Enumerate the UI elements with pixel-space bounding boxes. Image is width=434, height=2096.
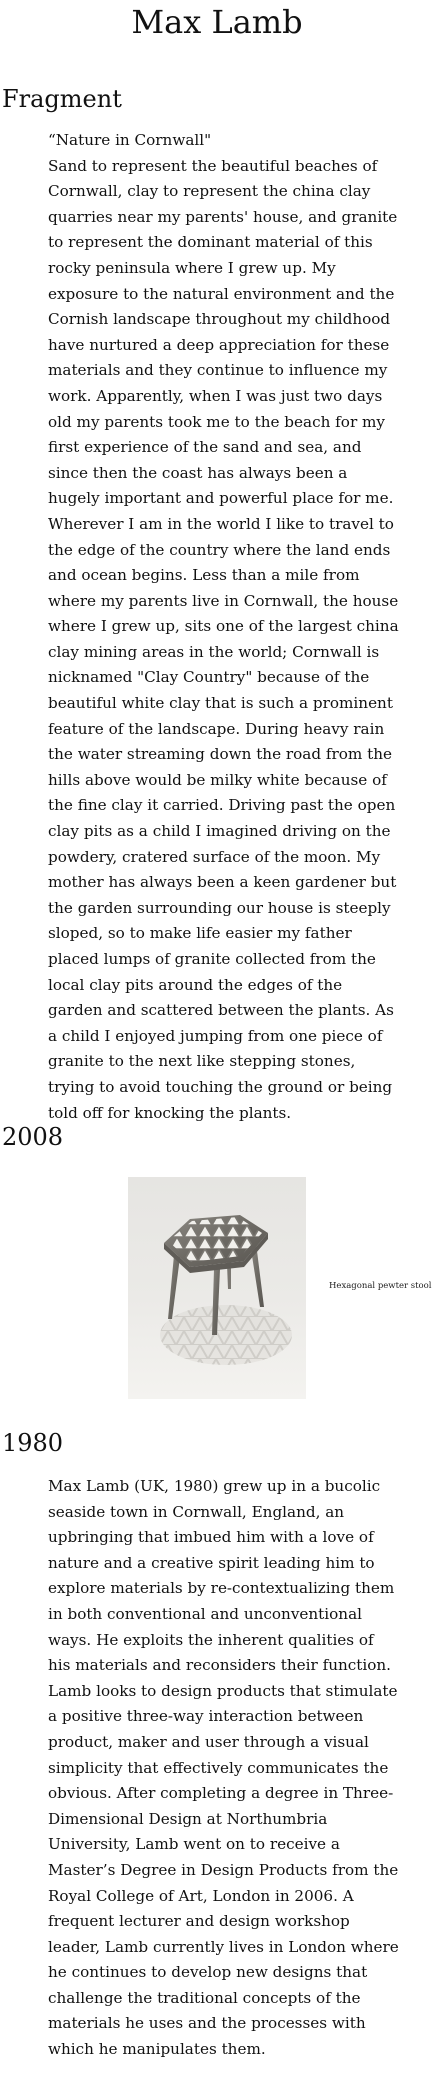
hexagonal-stool-photo-icon bbox=[128, 1177, 306, 1399]
page-title: Max Lamb bbox=[131, 3, 303, 41]
fragment-text-block bbox=[48, 128, 400, 1126]
biography-text-block bbox=[48, 1474, 400, 2063]
section-heading-2008: 2008 bbox=[2, 1123, 64, 1151]
fragment-quote-title: “Nature in Cornwall" bbox=[48, 131, 212, 149]
section-heading-1980: 1980 bbox=[2, 1429, 64, 1457]
image-caption: Hexagonal pewter stool bbox=[329, 1281, 432, 1291]
fragment-paragraph: Sand to represent the beautiful beaches of Cornwall, clay to represent the china clay quarries near my parents' house, and granite to represent the dominant material of this rocky peninsula where I grew up. My exposure to the natural environment and the Cornish landscape throughout my childhood have nurtured a deep appreciation for these materials and they continue to influence my work. Apparently, when I was just two days old my parents took me to the beach for my first experience of the sand and sea, and since then the coast has always been a hugely important and powerful place for me. Wherever I am in the world I like to travel to the edge of the country where the land ends and ocean begins. Less than a mile from where my parents live in Cornwall, the house where I grew up, sits one of the largest china clay mining areas in the world; Cornwall is nicknamed "Clay Country" because of the beautiful white clay that is such a prominent feature of the landscape. During heavy rain the water streaming down the road from the hills above would be milky white because of the fine clay it carried. Driving past the open clay pits as a child I imagined driving on the powdery, cratered surface of the moon. My mother has always been a keen gardener but the garden surrounding our house is steeply sloped, so to make life easier my father placed lumps of granite collected from the local clay pits around the edges of the garden and scattered between the plants. As a child I enjoyed jumping from one piece of granite to the next like stepping stones, trying to avoid touching the ground or being told off for knocking the plants. bbox=[48, 156, 399, 1122]
hexagonal-stool-image bbox=[128, 1177, 306, 1399]
biography-paragraph: Max Lamb (UK, 1980) grew up in a bucolic seaside town in Cornwall, England, an upbringing that imbued him with a love of nature and a creative spirit leading him to explore materials by re-contextualizing them in both conventional and unconventional ways. He exploits the inherent qualities of his materials and reconsiders their function. Lamb looks to design products that stimulate a positive three-way interaction between product, maker and user through a visual simplicity that effectively communicates the obvious. After completing a degree in Three-Dimensional Design at Northumbria University, Lamb went on to receive a Master’s Degree in Design Products from the Royal College of Art, London in 2006. A frequent lecturer and design workshop leader, Lamb currently lives in London where he continues to develop new designs that challenge the traditional concepts of the materials he uses and the processes with which he manipulates them. bbox=[48, 1477, 399, 2059]
section-heading-fragment: Fragment bbox=[2, 85, 122, 113]
